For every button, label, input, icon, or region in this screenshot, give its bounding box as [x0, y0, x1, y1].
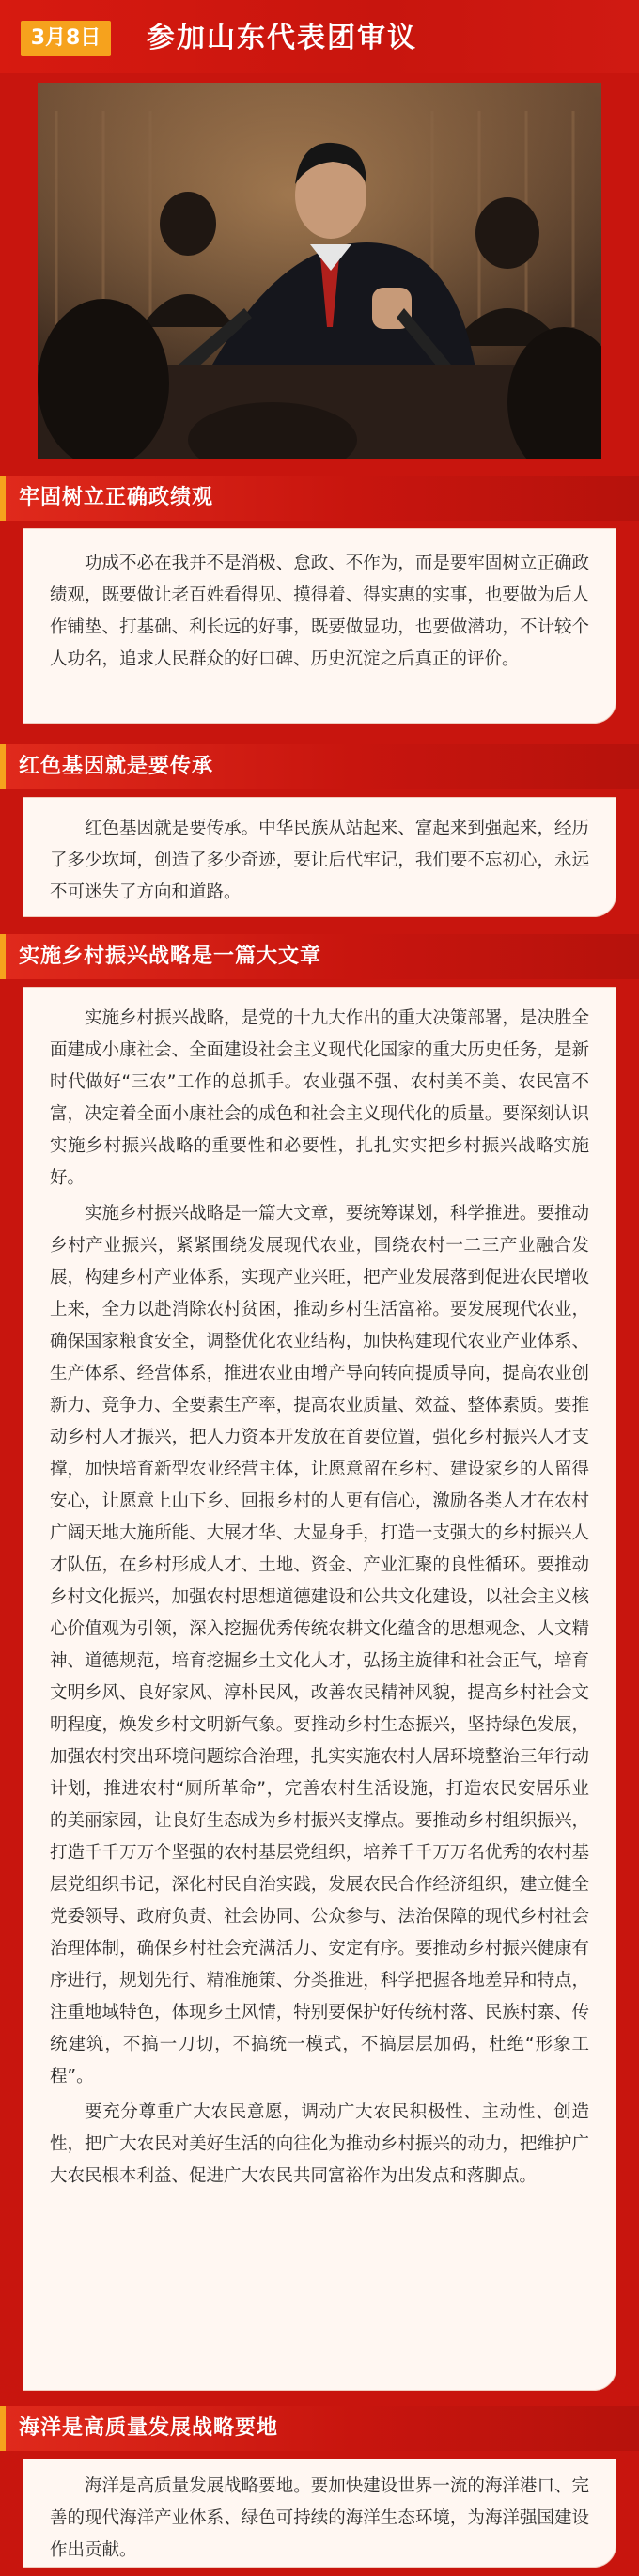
meeting-photo	[38, 83, 601, 459]
section-body-2	[23, 797, 616, 917]
section-heading-label: 红色基因就是要传承	[19, 755, 214, 778]
page-title: 参加山东代表团审议	[147, 22, 417, 55]
section-heading-label: 实施乡村振兴战略是一篇大文章	[19, 945, 322, 968]
paragraph: 功成不必在我并不是消极、怠政、不作为，而是要牢固树立正确政绩观，既要做让老百姓看得见、摸得着、得实惠的实事，也要做为后人作铺垫、打基础、利长远的好事，既要做显功，也要做潜功，不计较个人功名，追求人民群众的好口碑、历史沉淀之后真正的评价。	[50, 554, 589, 669]
paragraph: 海洋是高质量发展战略要地。要加快建设世界一流的海洋港口、完善的现代海洋产业体系、绿色可持续的海洋生态环境，为海洋强国建设作出贡献。	[50, 2476, 589, 2560]
section-accent-bar	[0, 476, 6, 521]
paragraph: 红色基因就是要传承。中华民族从站起来、富起来到强起来，经历了多少坎坷，创造了多少奇迹，要让后代牢记，我们要不忘初心，永远不可迷失了方向和道路。	[50, 819, 589, 902]
section-accent-bar	[0, 2406, 6, 2451]
section-heading-1	[0, 476, 639, 521]
paragraph: 实施乡村振兴战略是一篇大文章，要统筹谋划，科学推进。要推动乡村产业振兴，紧紧围绕发展现代农业，围绕农村一二三产业融合发展，构建乡村产业体系，实现产业兴旺，把产业发展落到促进农民增收上来，全力以赴消除农村贫困，推动乡村生活富裕。要发展现代农业，确保国家粮食安全，调整优化农业结构，加快构建现代农业产业体系、生产体系、经营体系，推进农业由增产导向转向提质导向，提高农业创新力、竞争力、全要素生产率，提高农业质量、效益、整体素质。要推动乡村人才振兴，把人力资本开发放在首要位置，强化乡村振兴人才支撑，加快培育新型农业经营主体，让愿意留在乡村、建设家乡的人留得安心，让愿意上山下乡、回报乡村的人更有信心，激励各类人才在农村广阔天地大施所能、大展才华、大显身手，打造一支强大的乡村振兴人才队伍，在乡村形成人才、土地、资金、产业汇聚的良性循环。要推动乡村文化振兴，加强农村思想道德建设和公共文化建设，以社会主义核心价值观为引领，深入挖掘优秀传统农耕文化蕴含的思想观念、人文精神、道德规范，培育挖掘乡土文化人才，弘扬主旋律和社会正气，培育文明乡风、良好家风、淳朴民风，改善农民精神风貌，提高乡村社会文明程度，焕发乡村文明新气象。要推动乡村生态振兴，坚持绿色发展，加强农村突出环境问题综合治理，扎实实施农村人居环境整治三年行动计划，推进农村“厕所革命”，完善农村生活设施，打造农民安居乐业的美丽家园，让良好生态成为乡村振兴支撑点。要推动乡村组织振兴，打造千千万万个坚强的农村基层党组织，培养千千万万名优秀的农村基层党组织书记，深化村民自治实践，发展农民合作经济组织，建立健全党委领导、政府负责、社会协同、公众参与、法治保障的现代乡村社会治理体制，确保乡村社会充满活力、安定有序。要推动乡村振兴健康有序进行，规划先行、精准施策、分类推进，科学把握各地差异和特点，注重地域特色，体现乡土风情，特别要保护好传统村落、民族村寨、传统建筑，不搞一刀切，不搞统一模式，不搞层层加码，杜绝“形象工程”。	[50, 1204, 589, 2086]
section-heading-4	[0, 2406, 639, 2451]
paragraph: 实施乡村振兴战略，是党的十九大作出的重大决策部署，是决胜全面建成小康社会、全面建设社会主义现代化国家的重大历史任务，是新时代做好“三农”工作的总抓手。农业强不强、农村美不美、农民富不富，决定着全面小康社会的成色和社会主义现代化的质量。要深刻认识实施乡村振兴战略的重要性和必要性，扎扎实实把乡村振兴战略实施好。	[50, 1008, 589, 1188]
section-heading-2	[0, 744, 639, 789]
section-heading-label: 海洋是高质量发展战略要地	[19, 2416, 279, 2440]
section-heading-3	[0, 934, 639, 979]
paragraph: 要充分尊重广大农民意愿，调动广大农民积极性、主动性、创造性，把广大农民对美好生活的向往化为推动乡村振兴的动力，把维护广大农民根本利益、促进广大农民共同富裕作为出发点和落脚点。	[50, 2102, 589, 2186]
section-accent-bar	[0, 934, 6, 979]
section-heading-label: 牢固树立正确政绩观	[19, 486, 214, 509]
section-body-1	[23, 528, 616, 724]
section-body-4	[23, 2459, 616, 2568]
section-body-3	[23, 987, 616, 2391]
section-accent-bar	[0, 744, 6, 789]
header-banner	[0, 0, 639, 73]
date-tab: 3月8日	[21, 21, 111, 56]
meeting-photo-illustration	[38, 83, 601, 459]
